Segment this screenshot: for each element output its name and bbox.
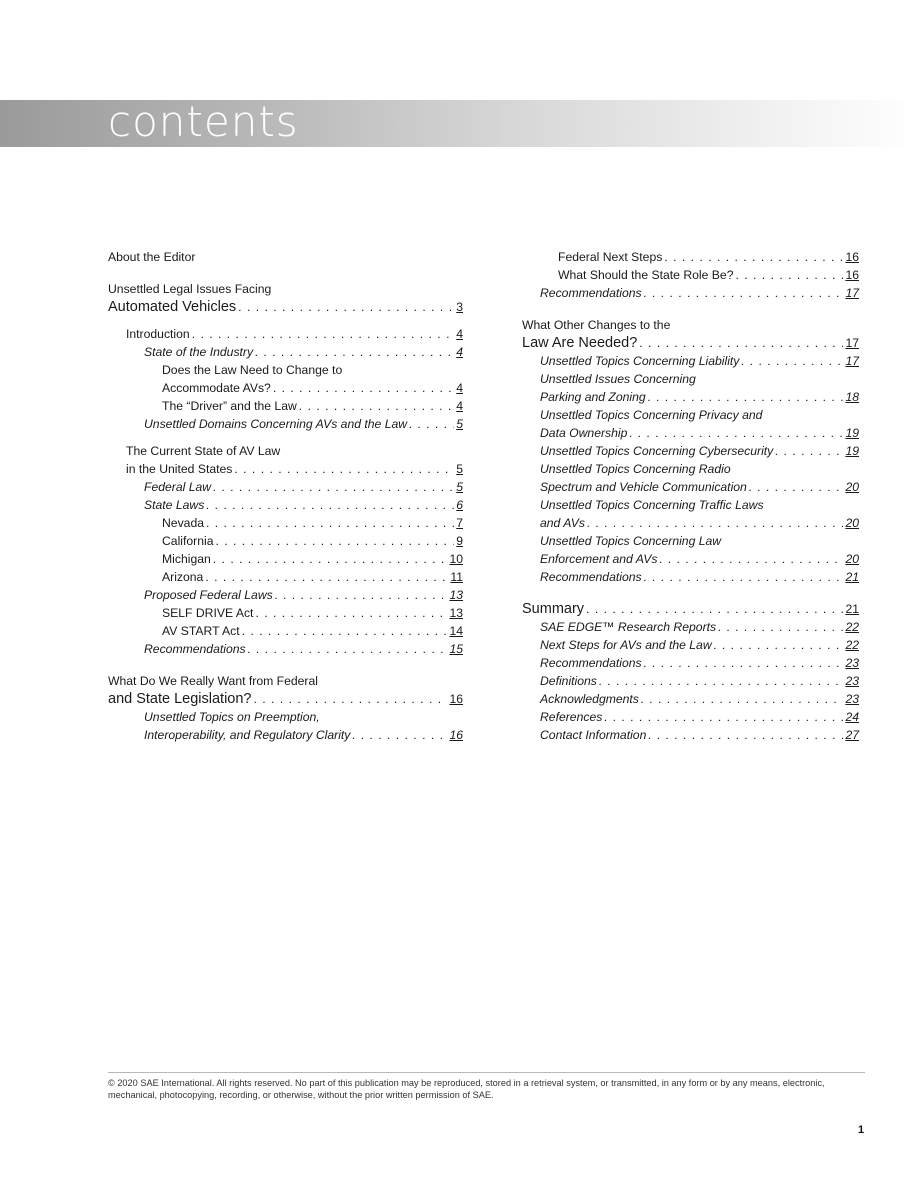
toc-page-link[interactable]: 13 xyxy=(449,606,463,620)
toc-page-link[interactable]: 22 xyxy=(845,620,859,634)
dot-leader xyxy=(255,604,447,622)
dot-leader xyxy=(238,298,454,316)
toc-entry[interactable] xyxy=(108,550,463,568)
toc-entry[interactable] xyxy=(522,352,859,370)
dot-leader xyxy=(234,460,454,478)
dot-leader xyxy=(641,690,844,708)
toc-page-link[interactable]: 4 xyxy=(456,327,463,341)
toc-page-link[interactable]: 17 xyxy=(845,286,859,300)
toc-entry-title: Unsettled Legal Issues Facing xyxy=(108,282,272,296)
toc-entry-title: Federal Law xyxy=(144,480,212,494)
toc-entry-title: The “Driver” and the Law xyxy=(162,399,297,413)
toc-page-link[interactable]: 5 xyxy=(456,462,463,476)
toc-entry-title: California xyxy=(162,534,214,548)
dot-leader xyxy=(714,636,844,654)
toc-page-link[interactable]: 5 xyxy=(456,417,463,431)
toc-page-link[interactable]: 5 xyxy=(456,480,463,494)
toc-entry-title: Proposed Federal Laws xyxy=(144,588,273,602)
toc-entry[interactable] xyxy=(108,361,463,397)
toc-left-column xyxy=(108,248,463,744)
toc-page-link[interactable]: 16 xyxy=(449,728,463,742)
toc-entry-title: Law Are Needed? xyxy=(522,335,638,351)
dot-leader xyxy=(299,397,454,415)
toc-page-link[interactable]: 4 xyxy=(456,399,463,413)
dot-leader xyxy=(718,618,843,636)
dot-leader xyxy=(213,550,448,568)
dot-leader xyxy=(409,415,454,433)
toc-entry-title: What Do We Really Want from Federal xyxy=(108,674,318,688)
toc-right-column xyxy=(522,248,859,744)
toc-entry-title: Unsettled Topics Concerning Liability xyxy=(540,354,740,368)
dot-leader xyxy=(735,266,843,284)
toc-page-link[interactable]: 23 xyxy=(845,692,859,706)
toc-entry-title: Automated Vehicles xyxy=(108,299,237,315)
toc-entry[interactable] xyxy=(522,618,859,636)
toc-page-link[interactable]: 16 xyxy=(845,268,859,282)
toc-page-link[interactable]: 17 xyxy=(845,354,859,368)
toc-entry-title: References xyxy=(540,710,603,724)
toc-page-link[interactable]: 20 xyxy=(845,516,859,530)
toc-page-link[interactable]: 19 xyxy=(845,444,859,458)
page-title: contents xyxy=(108,97,299,146)
toc-entry-title: Next Steps for AVs and the Law xyxy=(540,638,712,652)
toc-page-link[interactable]: 18 xyxy=(845,390,859,404)
toc-page-link[interactable]: 19 xyxy=(845,426,859,440)
contents-banner xyxy=(0,97,918,147)
dot-leader xyxy=(275,586,448,604)
dot-leader xyxy=(587,514,843,532)
toc-page-link[interactable]: 27 xyxy=(845,728,859,742)
toc-entry-title: Nevada xyxy=(162,516,205,530)
dot-leader xyxy=(639,334,843,352)
toc-entry[interactable] xyxy=(522,496,859,532)
dot-leader xyxy=(648,726,843,744)
toc-entry-title: Unsettled Domains Concerning AVs and the Law xyxy=(144,417,408,431)
toc-entry[interactable] xyxy=(522,654,859,672)
dot-leader xyxy=(648,388,844,406)
toc-entry-title: Unsettled Topics Concerning Radio xyxy=(540,462,731,476)
toc-entry-title: Does the Law Need to Change to xyxy=(162,363,343,377)
toc-page-link[interactable]: 16 xyxy=(449,692,463,706)
dot-leader xyxy=(741,352,843,370)
toc-entry-title: About the Editor xyxy=(108,250,196,264)
dot-leader xyxy=(604,708,843,726)
toc-page-link[interactable]: 24 xyxy=(845,710,859,724)
dot-leader xyxy=(242,622,448,640)
toc-entry[interactable] xyxy=(108,604,463,622)
toc-page-link[interactable]: 4 xyxy=(456,381,463,395)
toc-entry[interactable] xyxy=(522,460,859,496)
toc-entry[interactable] xyxy=(522,568,859,586)
toc-entry-title: SAE EDGE™ Research Reports xyxy=(540,620,717,634)
toc-entry[interactable] xyxy=(522,248,859,266)
dot-leader xyxy=(644,654,844,672)
toc-entry-title: Federal Next Steps xyxy=(558,250,663,264)
toc-page-link[interactable]: 15 xyxy=(449,642,463,656)
copyright-notice: © 2020 SAE International. All rights reserved. No part of this publication may be reproduced, stored in a retrieval system, or transmitted, in any form or by any means, electronic, mechanical, photocopying, recording, or otherwise, without the prior written permission of SAE. xyxy=(108,1078,825,1100)
toc-entry[interactable] xyxy=(108,532,463,550)
toc-entry-title: Interoperability, and Regulatory Clarity xyxy=(144,728,351,742)
toc-page-link[interactable]: 6 xyxy=(456,498,463,512)
dot-leader xyxy=(629,424,843,442)
toc-page-link[interactable]: 3 xyxy=(456,300,463,314)
page-number: 1 xyxy=(858,1124,865,1136)
dot-leader xyxy=(352,726,447,744)
dot-leader xyxy=(205,568,448,586)
toc-entry[interactable] xyxy=(108,325,463,343)
toc-page-link[interactable]: 7 xyxy=(456,516,463,530)
toc-entry-title: The Current State of AV Law xyxy=(126,444,281,458)
toc-entry[interactable] xyxy=(108,568,463,586)
dot-leader xyxy=(255,343,454,361)
toc-entry-title: Unsettled Issues Concerning xyxy=(540,372,696,386)
toc-entry[interactable] xyxy=(108,248,463,266)
toc-entry[interactable] xyxy=(108,343,463,361)
dot-leader xyxy=(749,478,844,496)
toc-entry-title: Spectrum and Vehicle Communication xyxy=(540,480,747,494)
dot-leader xyxy=(254,690,448,708)
footer-divider xyxy=(108,1072,865,1073)
toc-page-link[interactable]: 14 xyxy=(449,624,463,638)
toc-entry[interactable] xyxy=(522,636,859,654)
toc-entry-title: Unsettled Topics on Preemption, xyxy=(144,710,320,724)
toc-entry[interactable] xyxy=(108,442,463,478)
toc-entry-title: Definitions xyxy=(540,674,597,688)
toc-entry-title: AV START Act xyxy=(162,624,240,638)
toc-page-link[interactable]: 13 xyxy=(449,588,463,602)
toc-entry-title: Introduction xyxy=(126,327,190,341)
toc-page-link[interactable]: 10 xyxy=(449,552,463,566)
toc-entry-title: Enforcement and AVs xyxy=(540,552,658,566)
toc-entry[interactable] xyxy=(522,726,859,744)
toc-page-link[interactable]: 11 xyxy=(450,570,463,584)
toc-entry-title: State Laws xyxy=(144,498,205,512)
toc-entry[interactable] xyxy=(108,622,463,640)
toc-page-link[interactable]: 21 xyxy=(845,570,859,584)
toc-entry[interactable] xyxy=(522,316,859,352)
toc-page-link[interactable]: 23 xyxy=(845,656,859,670)
toc-entry-title: in the United States xyxy=(126,462,233,476)
toc-entry[interactable] xyxy=(522,406,859,442)
toc-entry-title: Arizona xyxy=(162,570,204,584)
dot-leader xyxy=(248,640,448,658)
toc-entry-title: Recommendations xyxy=(540,286,642,300)
toc-entry[interactable] xyxy=(108,708,463,744)
toc-entry[interactable] xyxy=(522,284,859,302)
toc-entry[interactable] xyxy=(522,266,859,284)
toc-entry-title: Data Ownership xyxy=(540,426,628,440)
toc-entry[interactable] xyxy=(522,442,859,460)
toc-entry[interactable] xyxy=(108,514,463,532)
toc-entry[interactable] xyxy=(108,397,463,415)
toc-entry-title: SELF DRIVE Act xyxy=(162,606,254,620)
toc-page-link[interactable]: 20 xyxy=(845,552,859,566)
toc-entry-title: Unsettled Topics Concerning Cybersecurity xyxy=(540,444,774,458)
dot-leader xyxy=(192,325,455,343)
toc-entry-title: Accommodate AVs? xyxy=(162,381,271,395)
toc-entry-title: and AVs xyxy=(540,516,585,530)
dot-leader xyxy=(664,248,843,266)
toc-page-link[interactable]: 20 xyxy=(845,480,859,494)
toc-entry-title: Parking and Zoning xyxy=(540,390,646,404)
dot-leader xyxy=(775,442,843,460)
toc-entry[interactable] xyxy=(522,600,859,618)
toc-page-link[interactable]: 21 xyxy=(845,602,859,616)
toc-page-link[interactable]: 23 xyxy=(845,674,859,688)
dot-leader xyxy=(215,532,454,550)
toc-entry-title: Michigan xyxy=(162,552,211,566)
toc-entry[interactable] xyxy=(108,415,463,433)
toc-entry[interactable] xyxy=(522,532,859,568)
toc-page-link[interactable]: 17 xyxy=(845,336,859,350)
toc-entry[interactable] xyxy=(108,640,463,658)
toc-entry-title: Unsettled Topics Concerning Law xyxy=(540,534,722,548)
dot-leader xyxy=(644,568,844,586)
toc-entry[interactable] xyxy=(108,672,463,708)
toc-entry-title: Contact Information xyxy=(540,728,647,742)
toc-page-link[interactable]: 16 xyxy=(845,250,859,264)
dot-leader xyxy=(586,600,843,618)
toc-entry[interactable] xyxy=(522,708,859,726)
toc-page-link[interactable]: 4 xyxy=(456,345,463,359)
toc-entry-title: Unsettled Topics Concerning Privacy and xyxy=(540,408,763,422)
toc-page-link[interactable]: 22 xyxy=(845,638,859,652)
toc-entry[interactable] xyxy=(108,280,463,316)
toc-entry[interactable] xyxy=(522,370,859,406)
toc-entry[interactable] xyxy=(108,478,463,496)
toc-entry-title: What Should the State Role Be? xyxy=(558,268,734,282)
toc-entry[interactable] xyxy=(108,496,463,514)
dot-leader xyxy=(213,478,454,496)
toc-entry-title: Acknowledgments xyxy=(540,692,639,706)
dot-leader xyxy=(273,379,454,397)
dot-leader xyxy=(599,672,844,690)
toc-entry[interactable] xyxy=(522,690,859,708)
toc-page-link[interactable]: 9 xyxy=(456,534,463,548)
dot-leader xyxy=(206,496,454,514)
toc-entry-title: Recommendations xyxy=(540,656,642,670)
toc-entry-title: Recommendations xyxy=(540,570,642,584)
toc-entry-title: State of the Industry xyxy=(144,345,254,359)
dot-leader xyxy=(644,284,844,302)
toc-entry[interactable] xyxy=(522,672,859,690)
toc-entry-title: What Other Changes to the xyxy=(522,318,671,332)
toc-entry-title: and State Legislation? xyxy=(108,691,252,707)
dot-leader xyxy=(206,514,454,532)
toc-entry-title: Recommendations xyxy=(144,642,246,656)
dot-leader xyxy=(659,550,843,568)
toc-entry-title: Unsettled Topics Concerning Traffic Laws xyxy=(540,498,764,512)
toc-entry-title: Summary xyxy=(522,601,585,617)
toc-entry[interactable] xyxy=(108,586,463,604)
